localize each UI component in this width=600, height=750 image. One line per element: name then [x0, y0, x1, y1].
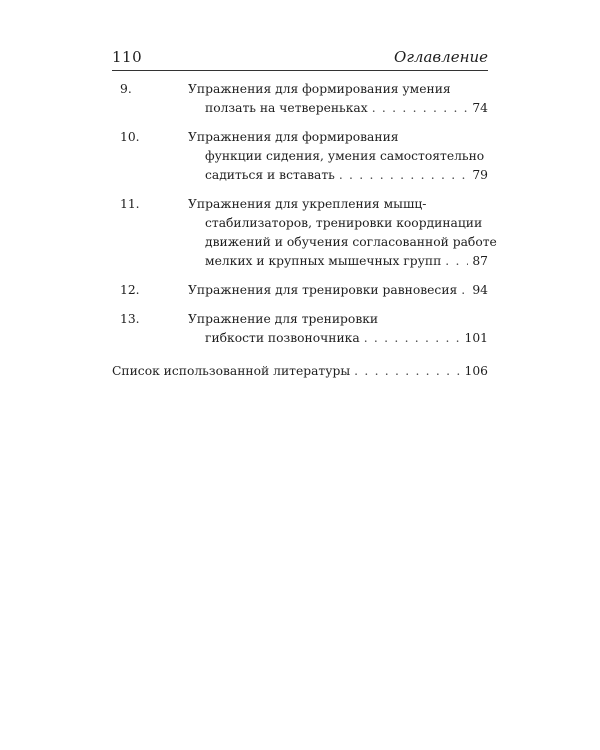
- running-title: Оглавление: [394, 48, 488, 66]
- leader-dots: [339, 166, 469, 185]
- toc-entry-number: 10.: [120, 130, 140, 144]
- toc-entry-page: 106: [464, 364, 488, 378]
- toc-entry-line: движений и обучения согласованной работе: [205, 235, 497, 249]
- toc-entry-line: Упражнения для укрепления мышц-: [188, 197, 427, 211]
- toc-entry-last-line: ползать на четвереньках . . . 74: [150, 99, 488, 118]
- toc-entry-page: 79: [472, 168, 488, 182]
- header-rule: [112, 70, 488, 71]
- table-of-contents: [112, 80, 497, 381]
- toc-entry-last-line: садиться и вставать . . . 79: [150, 166, 488, 185]
- toc-entry-12[interactable]: [112, 281, 488, 300]
- leader-dots: [354, 362, 460, 381]
- leader-dots: [461, 281, 468, 300]
- leader-dots: [372, 99, 469, 118]
- toc-entry-title: Список использованной литературы: [112, 364, 351, 378]
- page-number: 110: [112, 48, 143, 66]
- toc-entry-number: 11.: [120, 197, 140, 211]
- toc-entry-number: 12.: [120, 283, 140, 297]
- toc-entry-9[interactable]: [112, 80, 488, 118]
- toc-entry-line: стабилизаторов, тренировки координации: [205, 216, 483, 230]
- toc-entry-line: Упражнения для формирования умения: [188, 82, 451, 96]
- toc-entry-11[interactable]: [112, 195, 497, 271]
- toc-entry-page: 87: [472, 254, 488, 268]
- toc-entry-number: 13.: [120, 312, 140, 326]
- running-header: [112, 48, 488, 70]
- toc-entry-line: Упражнение для тренировки: [188, 312, 379, 326]
- toc-entry-page: 94: [472, 283, 488, 297]
- toc-entry-10[interactable]: [112, 128, 488, 185]
- toc-entry-line: функции сидения, умения самостоятельно: [205, 149, 485, 163]
- toc-entry-last-line: мелких и крупных мышечных групп . . . 87: [150, 252, 488, 271]
- toc-entry-last-line: Упражнения для тренировки равновесия . . . 94: [150, 281, 488, 300]
- toc-entry-last-line: гибкости позвоночника . . . 101: [150, 329, 488, 348]
- toc-entry-number: 9.: [120, 82, 132, 96]
- leader-dots: [445, 252, 468, 271]
- toc-entry-bibliography[interactable]: [112, 362, 488, 381]
- toc-entry-line: Упражнения для формирования: [188, 130, 399, 144]
- toc-entry-page: 74: [472, 101, 488, 115]
- toc-entry-page: 101: [464, 331, 488, 345]
- leader-dots: [364, 329, 461, 348]
- toc-entry-last-line: [112, 362, 488, 381]
- toc-entry-13[interactable]: [112, 310, 488, 348]
